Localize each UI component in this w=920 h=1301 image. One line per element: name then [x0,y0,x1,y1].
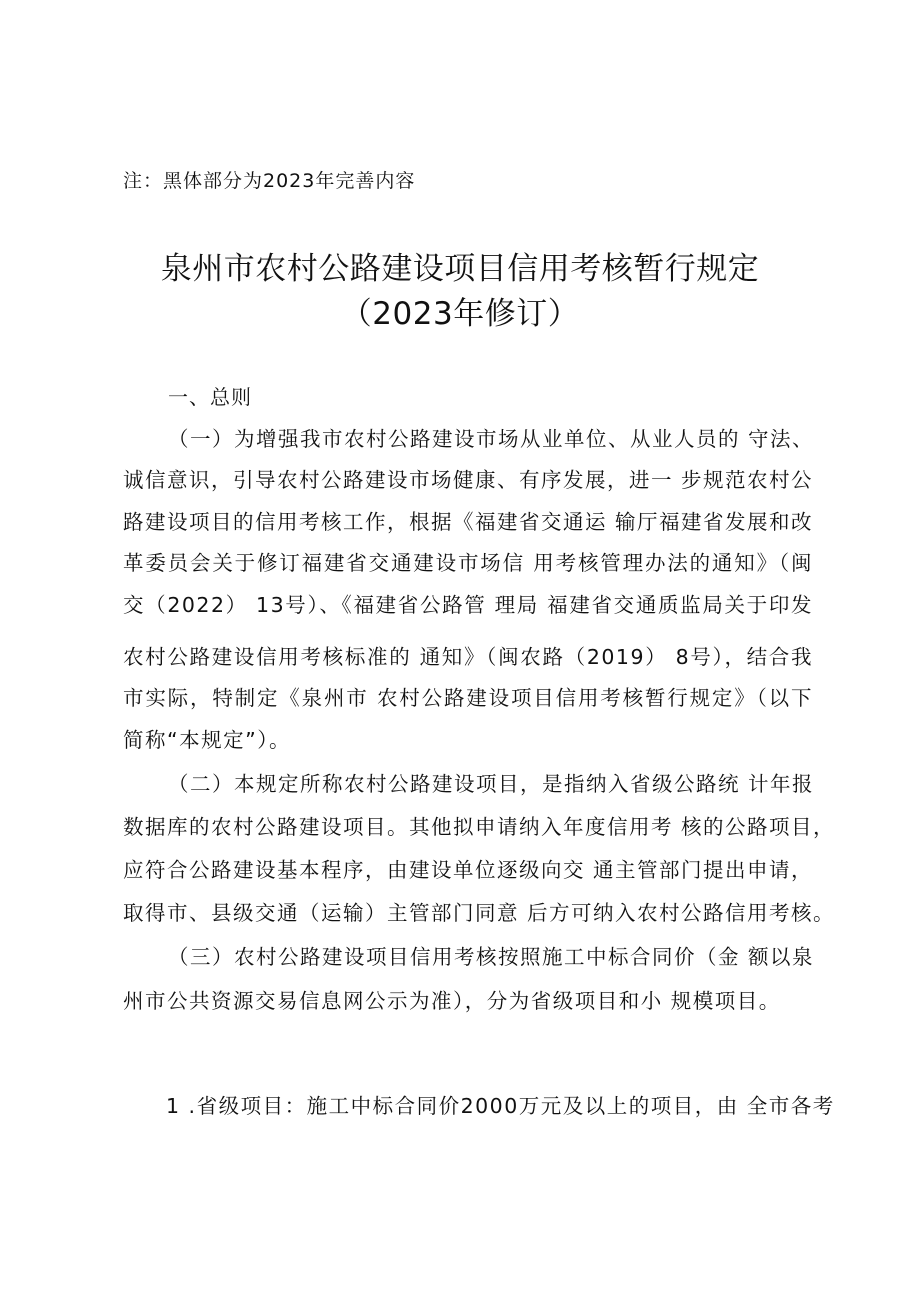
paragraph-1-line-6: 农村公路建设信用考核标准的 通知》（闽农路（2019） 8号），结合我 [123,645,813,669]
paragraph-2-line-2: 数据库的农村公路建设项目。其他拟申请纳入年度信用考 核的公路项目， [123,815,836,839]
document-title: 泉州市农村公路建设项目信用考核暂行规定 [160,251,760,287]
list-item-1: 1 .省级项目：施工中标合同价2000万元及以上的项目，由 全市各考 [166,1094,835,1118]
paragraph-1-line-3: 路建设项目的信用考核工作，根据《福建省交通运 输厅福建省发展和改 [123,510,814,534]
document-subtitle: （2023年修订） [340,296,580,332]
section-heading: 一、总则 [168,385,252,409]
paragraph-3-line-1: （三）农村公路建设项目信用考核按照施工中标合同价（金 额以泉 [168,945,815,969]
paragraph-1-line-1: （一）为增强我市农村公路建设市场从业单位、从业人员的 守法、 [168,427,815,451]
revision-note: 注：黑体部分为2023年完善内容 [123,170,416,192]
paragraph-1-line-2: 诚信意识，引导农村公路建设市场健康、有序发展，进一 步规范农村公 [123,468,814,492]
paragraph-1-line-5: 交（2022） 13号）、《福建省公路管 理局 福建省交通质监局关于印发 [123,593,813,617]
paragraph-1-line-7: 市实际，特制定《泉州市 农村公路建设项目信用考核暂行规定》（以下 [123,686,813,710]
paragraph-3-line-2: 州市公共资源交易信息网公示为准），分为省级项目和小 规模项目。 [123,989,781,1013]
paragraph-2-line-1: （二）本规定所称农村公路建设项目，是指纳入省级公路统 计年报 [168,772,815,796]
paragraph-1-line-4: 革委员会关于修订福建省交通建设市场信 用考核管理办法的通知》（闽 [123,551,813,575]
paragraph-2-line-4: 取得市、县级交通（运输）主管部门同意 后方可纳入农村公路信用考核。 [123,901,836,925]
paragraph-2-line-3: 应符合公路建设基本程序，由建设单位逐级向交 通主管部门提出申请， [123,858,814,882]
paragraph-1-line-8: 简称“本规定”）。 [123,728,291,752]
